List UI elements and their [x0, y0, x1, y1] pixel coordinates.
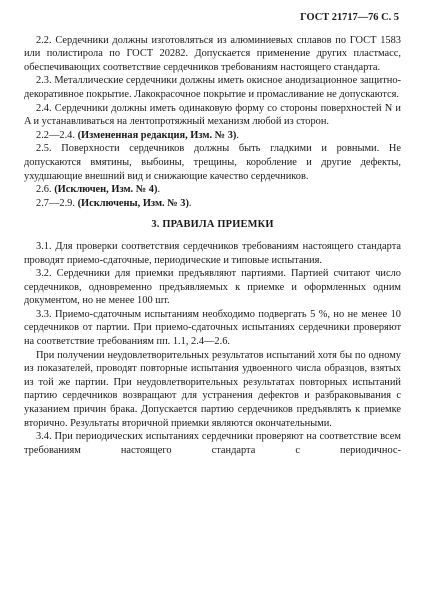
paragraph-3-2: 3.2. Сердечники для приемки предъявляют партиями. Партией считают число сердечников, одновременно предъявляемых к приемке и оформленных одним документом, но не менее 100 шт.: [24, 268, 401, 307]
p27-prefix: 2.7—2.9.: [36, 197, 78, 209]
section-title: 3. ПРАВИЛА ПРИЕМКИ: [151, 219, 274, 231]
change-prefix: 2.2—2.4.: [36, 129, 78, 141]
paragraph-2-7-2-9: [24, 197, 401, 211]
paragraph-3-3: 3.3. Приемо-сдаточным испытаниям необходимо подвергать 5 %, но не менее 10 сердечников от партии. При приемо-сдаточных испытаниях сердечники проверяют на соответствие требованиям пп. 1.1, 2.4—2.6.: [24, 308, 401, 348]
paragraph-3-3-continued: При получении неудовлетворительных результатов испытаний хотя бы по одному из показателей, проводят повторные испытания удвоенного числа образцов, взятых из той же партии. При неудовлетворительных результатах повторных испытаний партию сердечников возвращают для устранения дефектов и разбраковывания с указанием причин брака. Допускается партию сердечников предъявлять к приемке вторично. Результаты вторичной приемки являются окончательными.: [24, 349, 401, 429]
change-suffix: .: [236, 129, 239, 141]
paragraph-2-3: 2.3. Металлические сердечники должны иметь окисное анодизационное защитно-декоративное покрытие. Лакокрасочное покрытие и промасливание не допускаются.: [24, 75, 401, 100]
paragraph-2-6: [24, 183, 401, 197]
paragraph-3-4: 3.4. При периодических испытаниях сердечники проверяют на соответствие всем требованиям настоящего стандарта с периодичнос-: [24, 431, 401, 456]
p27-note: (Исключены, Изм. № 3): [77, 197, 189, 209]
p26-note: (Исключен, Изм. № 4): [54, 184, 158, 196]
paragraph-2-2: 2.2. Сердечники должны изготовляться из алюминиевых сплавов по ГОСТ 1583 или полистирола по ГОСТ 20282. Допускается применение других пластмасс, обеспечивающих соответствие сердечников требованиям настоящего стандарта.: [24, 34, 401, 73]
paragraph-2-2-2-4-change: [24, 129, 401, 143]
paragraph-2-5: 2.5. Поверхности сердечников должны быть гладкими и ровными. Не допускаются вмятины, выбоины, трещины, коробление и другие дефекты, ухудшающие внешний вид и снижающие качество сердечников.: [24, 143, 401, 182]
p26-suffix: .: [157, 184, 161, 196]
p26-prefix: 2.6.: [36, 184, 55, 196]
p27-suffix: .: [188, 197, 192, 209]
paragraph-2-4: 2.4. Сердечники должны иметь одинаковую форму со стороны поверхностей N и A и устанавливаться на лентопротяжный механизм любой из сторон.: [24, 102, 401, 128]
page-header: ГОСТ 21717—76 С. 5: [300, 12, 399, 23]
paragraph-3-1: 3.1. Для проверки соответствия сердечников требованиям настоящего стандарта проводят приемо-сдаточные, периодические и типовые испытания.: [24, 240, 401, 266]
change-note: (Измененная редакция, Изм. № 3): [77, 129, 237, 141]
